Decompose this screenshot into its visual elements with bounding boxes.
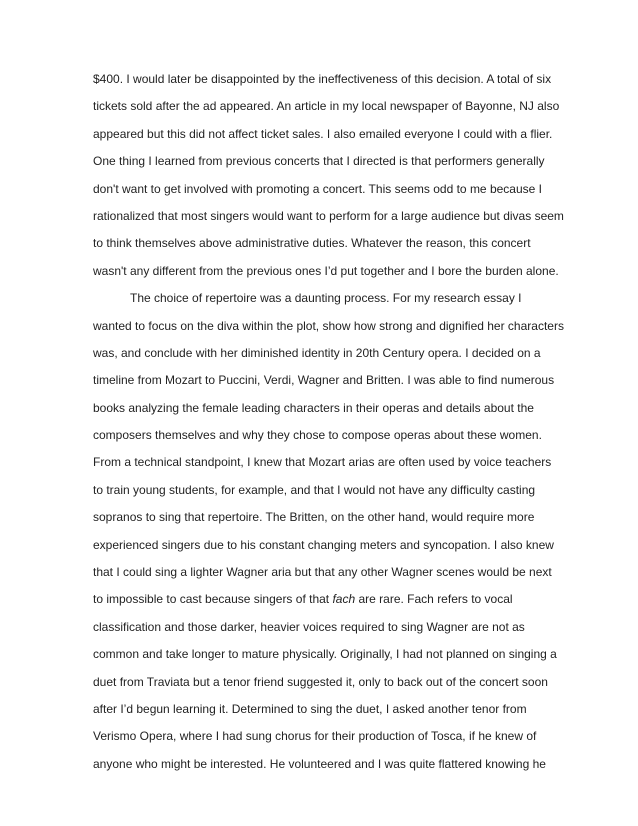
text-line-15: From a technical standpoint, I knew that Mozart arias are often used by voice teachers [93,455,552,470]
text-line-2: tickets sold after the ad appeared. An article in my local newspaper of Bayonne, NJ also [93,99,560,114]
text-line-13: books analyzing the female leading characters in their operas and details about the [93,400,534,415]
text-line-1: $400. I would later be disappointed by the ineffectiveness of this decision. A total of six [93,72,552,86]
italic-term-fach: fach [332,592,356,607]
text-line-14: composers themselves and why they chose to compose operas about these women. [93,428,542,443]
text-line-24: after I’d begun learning it. Determined to sing the duet, I asked another tenor from [93,701,527,716]
text-line-26: anyone who might be interested. He volunteered and I was quite flattered knowing he [93,756,546,771]
text-line-22: common and take longer to mature physically. Originally, I had not planned on singing a [93,647,557,662]
text-line-17: sopranos to sing that repertoire. The Britten, on the other hand, would require more [93,510,535,525]
text-line-18: experienced singers due to his constant changing meters and syncopation. I also knew [93,537,554,552]
text-line-12: timeline from Mozart to Puccini, Verdi, Wagner and Britten. I was able to find numerous [93,373,555,388]
text-line-5: don't want to get involved with promoting a concert. This seems odd to me because I [93,181,542,196]
text-line-8: wasn't any different from the previous ones I’d put together and I bore the burden alone. [93,263,559,278]
text-line-20-end: are rare. Fach refers to vocal [355,592,513,607]
text-line-21: classification and those darker, heavier voices required to sing Wagner are not as [93,619,525,634]
text-line-23: duet from Traviata but a tenor friend suggested it, only to back out of the concert soon [93,674,548,689]
text-line-4: One thing I learned from previous concerts that I directed is that performers generally [93,154,545,169]
text-line-19: that I could sing a lighter Wagner aria but that any other Wagner scenes would be next [93,565,552,580]
text-line-7: to think themselves above administrative duties. Whatever the reason, this concert [93,236,531,251]
text-line-9-paragraph-start: The choice of repertoire was a daunting process. For my research essay I [130,291,522,306]
text-line-6: rationalized that most singers would want to perform for a large audience but divas seem [93,208,564,223]
text-line-11: was, and conclude with her diminished identity in 20th Century opera. I decided on a [93,345,541,360]
text-line-16: to train young students, for example, and that I would not have any difficulty casting [93,482,536,497]
text-line-3: appeared but this did not affect ticket sales. I also emailed everyone I could with a flier. [93,126,553,141]
essay-text [93,66,564,778]
text-line-10: wanted to focus on the diva within the plot, show how strong and dignified her characters [93,318,564,333]
text-line-20-start: to impossible to cast because singers of that [93,592,333,607]
text-line-20 [93,586,553,613]
text-line-25: Verismo Opera, where I had sung chorus for their production of Tosca, if he knew of [93,729,537,744]
